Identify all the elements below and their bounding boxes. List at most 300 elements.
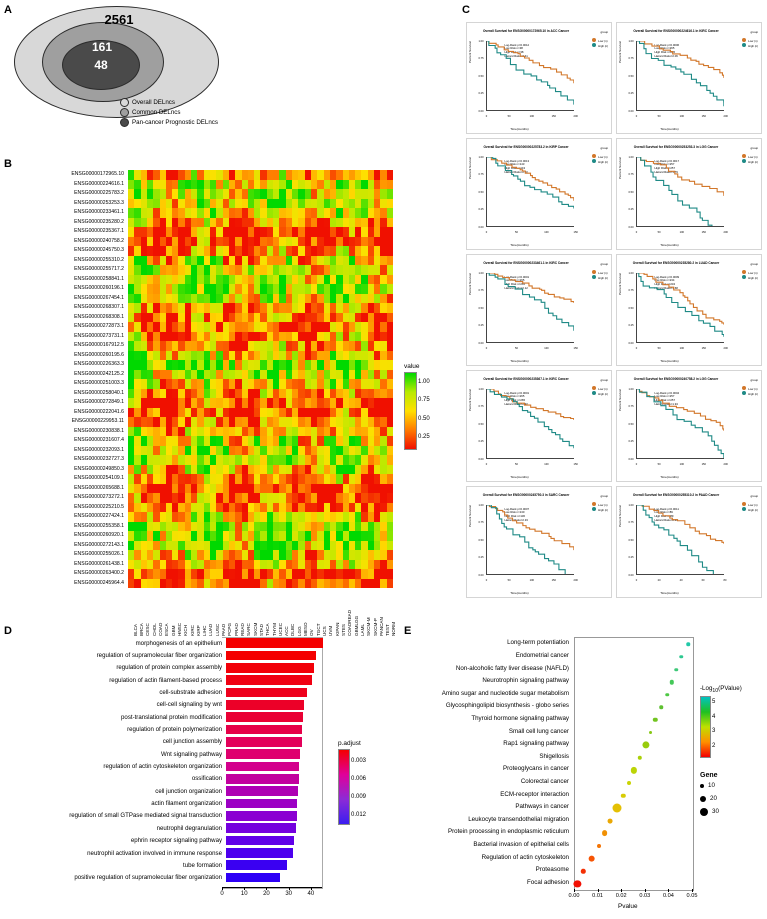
km-legend-item: Low (n)	[742, 270, 758, 275]
heatmap-column-label: COADREAD	[347, 609, 353, 636]
heatmap-column-label: GBMLGG	[353, 615, 359, 636]
km-stat-line: Hazard Ratio=2.33	[504, 517, 528, 522]
heatmap-column-label: LUAD	[208, 623, 214, 636]
colorbar-tick: 0.25	[418, 434, 430, 441]
heatmap-column-label: UCS	[322, 626, 328, 636]
heatmap-column-label: KIPAN	[334, 622, 340, 636]
km-y-tick: 0.75	[628, 405, 634, 409]
bar-track	[226, 748, 326, 760]
heatmap-row-label: ENSG00000167912.5	[74, 342, 124, 349]
km-y-tick: 0.00	[628, 109, 634, 113]
dotplot-y-label: Colorectal cancer	[520, 777, 569, 785]
dotplot-dot	[621, 793, 625, 797]
km-x-tick: 200	[723, 114, 728, 118]
km-stat-line: Low Risk n=265	[654, 46, 675, 51]
heatmap-cell	[387, 256, 393, 266]
heatmap-column-label: KICH	[183, 625, 189, 636]
km-y-tick: 0.75	[628, 173, 634, 177]
size-legend-item	[700, 805, 766, 818]
heatmap-cell	[387, 541, 393, 551]
km-y-tick: 1.00	[628, 387, 634, 391]
dotplot-dot	[659, 706, 663, 710]
km-x-axis-label: Time(months)	[660, 474, 679, 479]
bar	[226, 762, 299, 772]
km-x-tick: 50	[507, 114, 511, 118]
bar-label: cell junction organization	[155, 787, 222, 795]
km-legend	[742, 502, 758, 512]
km-legend-title: group	[750, 29, 759, 34]
axis-tick-label: 0.00	[568, 893, 580, 899]
bar	[226, 836, 294, 846]
heatmap-cell	[387, 360, 393, 370]
bar-label: Wnt signaling pathway	[161, 750, 222, 758]
colorbar-tick: 2	[712, 742, 716, 749]
bar	[226, 725, 302, 735]
bar-row	[0, 859, 330, 871]
heatmap-cell	[387, 379, 393, 389]
colorbar-tick: 1.00	[418, 379, 430, 385]
km-x-tick: 150	[573, 462, 578, 466]
heatmap-column-label: PRAD	[233, 623, 239, 636]
axis-tick-label: 40	[307, 891, 315, 897]
heatmap-column-label: ESCA	[164, 623, 170, 636]
km-legend	[592, 502, 608, 512]
venn-count-prognostic: 48	[94, 58, 108, 72]
heatmap-row-label: ENSG00000267454.1	[74, 294, 124, 301]
heatmap-row-label: ENSG00000260920.1	[74, 532, 124, 539]
bar	[226, 651, 316, 661]
bar	[226, 688, 307, 698]
heatmap-cell	[387, 303, 393, 313]
km-x-tick: 50	[657, 230, 661, 234]
heatmap-column-label: KIRC	[189, 625, 195, 636]
size-legend-title: Gene	[700, 772, 718, 780]
heatmap-row-label: ENSG00000224616.1	[74, 180, 124, 187]
bar-row	[0, 835, 330, 847]
km-y-tick: 1.00	[478, 155, 484, 159]
heatmap-row-label: ENSG00000255358.1	[74, 522, 124, 529]
km-x-tick: 80	[723, 578, 727, 582]
km-x-tick: 100	[529, 578, 534, 582]
heatmap-row-label: ENSG00000255026.1	[74, 551, 124, 558]
km-y-tick: 0.75	[478, 405, 484, 409]
km-legend-title: group	[750, 261, 759, 266]
km-y-axis-label: Percent Survival	[618, 40, 623, 63]
heatmap-column-label: UCEC	[277, 622, 283, 636]
heatmap-row-label: ENSG00000231607.4	[74, 437, 124, 444]
km-x-tick: 150	[701, 346, 706, 350]
heatmap-cell	[387, 351, 393, 361]
dotplot-y-label: Long-term potentiation	[507, 639, 569, 647]
km-legend	[742, 270, 758, 280]
km-y-tick: 0.75	[478, 57, 484, 61]
km-y-tick: 0.50	[478, 190, 484, 194]
heatmap-column-label: KIRP	[195, 625, 201, 636]
km-y-tick: 0.25	[628, 324, 634, 328]
km-y-tick: 0.00	[478, 341, 484, 345]
bar	[226, 786, 298, 796]
colorbar-tick: 5	[712, 699, 716, 705]
bar-row	[0, 748, 330, 760]
bar	[226, 811, 297, 821]
heatmap-cell	[387, 550, 393, 560]
bar-track	[226, 760, 326, 772]
km-x-axis-label: Time(months)	[660, 242, 679, 247]
km-plot-axes	[636, 41, 724, 111]
km-x-tick: 0	[635, 114, 638, 118]
km-stat-line: High Risk n=265	[504, 282, 526, 287]
bar-label: regulation of small GTPase mediated signal transduction	[69, 812, 222, 820]
heatmap-row-label: ENSG00000245964.4	[74, 579, 124, 586]
km-plot	[466, 254, 612, 366]
heatmap-cell	[387, 503, 393, 513]
heatmap-row-label: ENSG00000233461.1	[74, 209, 124, 216]
colorbar-gradient	[700, 696, 711, 758]
heatmap-column-label: LIHC	[202, 625, 208, 636]
axis-tick	[311, 887, 312, 890]
km-x-tick: 0	[635, 230, 638, 234]
bar-label: regulation of actin cytoskeleton organization	[103, 763, 222, 771]
km-x-axis-label: Time(months)	[660, 590, 679, 595]
x-axis-label: Pvalue	[618, 903, 638, 910]
km-x-tick: 150	[551, 578, 556, 582]
km-stat-line: High Risk n=265	[654, 50, 676, 55]
heatmap-cell	[387, 332, 393, 342]
heatmap-column-label: HNSC	[176, 622, 182, 636]
heatmap-row-label: ENSG00000254109.1	[74, 475, 124, 482]
heatmap-cell	[387, 493, 393, 503]
km-x-tick: 0	[635, 462, 638, 466]
bar-label: cell junction assembly	[162, 738, 222, 746]
km-legend	[742, 386, 758, 396]
heatmap-cell	[387, 408, 393, 418]
axis-tick-label: 20	[263, 891, 270, 897]
heatmap-cell	[387, 436, 393, 446]
heatmap-row-label: ENSG00000255717.2	[74, 266, 124, 273]
km-stat-line: Log-Rank p=0.0007	[504, 506, 530, 511]
colorbar-title: p.adjust	[338, 740, 361, 747]
km-y-tick: 0.50	[628, 538, 634, 542]
heatmap-cell	[387, 199, 393, 209]
km-plot-axes	[486, 273, 574, 343]
colorbar-tick: 0.50	[418, 415, 430, 422]
km-plot-title: Overall Survival for ENSG00000224616.1 in KIRC Cancer	[633, 28, 719, 33]
venn-count-overall: 2561	[104, 12, 134, 27]
heatmap-column-label: BRCA	[139, 623, 145, 636]
colorbar-tick: 4	[712, 713, 716, 720]
bar-track	[226, 662, 326, 674]
km-y-tick: 1.00	[628, 271, 634, 275]
km-legend-item: Low (n)	[592, 502, 608, 507]
dotplot-y-label: Regulation of actin cytoskeleton	[481, 853, 569, 861]
heatmap-cell	[387, 322, 393, 332]
heatmap-cell	[387, 170, 393, 180]
bar	[226, 675, 312, 685]
km-legend	[592, 38, 608, 48]
km-y-axis-label: Percent Survival	[468, 272, 473, 295]
heatmap-column-label: GBM	[170, 625, 176, 636]
bar-label: actin filament organization	[151, 800, 222, 808]
dotplot-dot	[687, 643, 691, 647]
size-legend-item	[700, 779, 766, 792]
axis-tick	[621, 889, 622, 892]
km-stat-line: Hazard Ratio=2.40	[504, 401, 528, 406]
bar-track	[226, 686, 326, 698]
km-y-tick: 0.00	[628, 573, 634, 577]
venn-legend	[120, 98, 218, 128]
panel-label-d: D	[4, 625, 12, 637]
size-legend-dot-icon	[700, 808, 708, 816]
bar-row	[0, 637, 330, 649]
km-legend-item: Low (n)	[592, 38, 608, 43]
dotplot-dot	[631, 767, 637, 773]
km-legend-title: group	[600, 145, 609, 150]
km-x-tick: 50	[507, 578, 511, 582]
km-curve	[637, 41, 724, 106]
bar-row	[0, 810, 330, 822]
km-legend-item: High (n)	[742, 43, 758, 48]
bar-track	[226, 723, 326, 735]
axis-tick	[244, 887, 245, 890]
venn-count-common: 161	[91, 40, 113, 54]
km-x-axis-label: Time(months)	[510, 474, 529, 479]
heatmap-column-label: LUSC	[214, 623, 220, 636]
km-curve	[637, 505, 724, 544]
panel-label-e: E	[404, 625, 412, 637]
km-legend-item: High (n)	[742, 275, 758, 280]
km-y-axis-label: Percent Survival	[468, 156, 473, 179]
heatmap-column-label: STES	[340, 624, 346, 636]
heatmap-row-label: ENSG00000265688.1	[74, 484, 124, 491]
km-legend-title: group	[750, 145, 759, 150]
km-plot-title: Overall Survival for ENSG00000235367.1 in KIRC Cancer	[483, 376, 569, 381]
dotplot-x-axis	[568, 889, 704, 915]
colorbar-gradient	[404, 372, 417, 450]
heatmap-row-label: ENSG00000230838.1	[74, 427, 124, 434]
km-plot-axes	[636, 389, 724, 459]
km-stat-line: Hazard Ratio=1.79	[654, 169, 678, 174]
km-x-tick: 100	[679, 462, 684, 466]
km-y-axis-label: Percent Survival	[618, 272, 623, 295]
km-stat-line: Hazard Ratio=2.26	[654, 517, 678, 522]
km-plot-grid	[466, 22, 762, 598]
dotplot-y-label: Endometrial cancer	[515, 651, 569, 659]
km-curve	[637, 389, 724, 431]
km-y-tick: 0.25	[628, 440, 634, 444]
km-stat-line: High Risk n=257	[654, 166, 676, 171]
km-stat-line: Hazard Ratio=2.50	[504, 169, 528, 174]
km-stat-line: Low Risk n=234	[654, 278, 675, 283]
km-x-tick: 200	[723, 462, 728, 466]
heatmap-row-label: ENSG00000272849.1	[74, 399, 124, 406]
km-stat-line: High Risk n=257	[654, 398, 676, 403]
legend-label: Overall DELncs	[132, 99, 175, 106]
dotplot-dot	[679, 655, 683, 659]
colorbar-tick: 0.009	[351, 794, 367, 800]
colorbar-gradient	[338, 749, 350, 825]
dotplot-y-label: Focal adhesion	[527, 878, 569, 886]
heatmap-column-label: BLCA	[132, 623, 138, 636]
km-curve	[637, 157, 724, 196]
dotplot-dot	[581, 869, 585, 873]
km-x-tick: 100	[679, 230, 684, 234]
barplot-rows	[0, 637, 330, 887]
heatmap-cell	[387, 341, 393, 351]
km-legend-item: High (n)	[592, 275, 608, 280]
km-plot-title: Overall Survival for ENSG00000233461.1 in KIRC Cancer	[483, 260, 569, 265]
panel-b-heatmap	[0, 158, 460, 636]
km-curve	[487, 273, 574, 303]
axis-tick-label: 30	[285, 891, 292, 897]
heatmap-cell	[387, 417, 393, 427]
km-y-tick: 0.50	[478, 422, 484, 426]
bar-label: tube formation	[183, 861, 222, 869]
km-x-tick: 150	[701, 230, 706, 234]
heatmap-row-label: ENSG00000258841.1	[74, 275, 124, 282]
heatmap-column-label: THCA	[265, 623, 271, 636]
km-y-tick: 0.50	[628, 190, 634, 194]
colorbar-tick: 0.003	[351, 758, 367, 764]
km-x-tick: 0	[635, 346, 638, 350]
km-stat-line: Low Risk n=38	[504, 46, 523, 51]
bar-label: neutrophil degranulation	[156, 824, 222, 832]
dotplot-y-label: Glycosphingolipid biosynthesis - globo series	[445, 702, 569, 710]
heatmap-column-label: LAML	[359, 623, 365, 636]
bar	[226, 860, 287, 870]
heatmap-column-label: PANCAN	[378, 617, 384, 636]
km-curve	[487, 389, 574, 448]
heatmap-row-label: ENSG00000258040.1	[74, 389, 124, 396]
bar-row	[0, 723, 330, 735]
heatmap-column-label: READ	[240, 623, 246, 636]
bar-row	[0, 711, 330, 723]
bar-row	[0, 773, 330, 785]
bar	[226, 799, 297, 809]
km-stat-line: High Risk n=89	[654, 514, 674, 519]
heatmap-plot	[128, 170, 393, 588]
bar-label: cell-substrate adhesion	[159, 689, 222, 697]
axis-tick-label: 0.02	[615, 893, 627, 899]
km-x-tick: 150	[573, 346, 578, 350]
heatmap-column-label: NORM	[391, 621, 397, 636]
bar	[226, 638, 323, 648]
km-stat-line: High Risk n=143	[504, 166, 526, 171]
heatmap-column-label: TEST	[385, 624, 391, 636]
km-y-tick: 1.00	[628, 39, 634, 43]
km-x-tick: 200	[723, 346, 728, 350]
km-stat-line: Low Risk n=265	[504, 278, 525, 283]
dotplot-y-label: Amino sugar and nucleotide sugar metabolism	[441, 689, 569, 697]
heatmap-column-label: SKCM	[252, 622, 258, 636]
km-curve	[487, 505, 574, 550]
dotplot-y-label: Small cell lung cancer	[508, 727, 569, 735]
km-y-tick: 0.50	[478, 538, 484, 542]
bar	[226, 774, 299, 784]
km-legend-item: High (n)	[742, 391, 758, 396]
bar	[226, 873, 280, 883]
km-y-tick: 1.00	[628, 503, 634, 507]
legend-item-prognostic	[120, 118, 218, 127]
km-stat-line: Log-Rank p=0.0012	[504, 42, 530, 47]
km-x-tick: 150	[701, 114, 706, 118]
heatmap-column-label: DLBC	[290, 623, 296, 636]
bar-track	[226, 699, 326, 711]
heatmap-cell	[387, 227, 393, 237]
km-plot	[616, 486, 762, 598]
km-plot	[466, 138, 612, 250]
km-stat-line: Log-Rank p=0.0013	[504, 158, 530, 163]
dotplot-dot	[638, 755, 642, 759]
heatmap-cell	[387, 389, 393, 399]
heatmap-cell	[387, 189, 393, 199]
km-plot-axes	[486, 389, 574, 459]
km-y-tick: 0.00	[478, 225, 484, 229]
bar-track	[226, 711, 326, 723]
km-x-axis-label: Time(months)	[510, 590, 529, 595]
km-y-tick: 0.50	[628, 306, 634, 310]
km-x-axis-label: Time(months)	[660, 358, 679, 363]
km-y-tick: 0.50	[478, 306, 484, 310]
legend-label: Common DELncs	[132, 109, 181, 116]
km-x-tick: 50	[657, 346, 661, 350]
colorbar-title: -Log$_{10}$(PValue)	[700, 685, 742, 695]
bar-label: ephrin receptor signaling pathway	[130, 837, 222, 845]
axis-tick	[289, 887, 290, 890]
dotplot-dot	[613, 804, 622, 813]
km-stat-line: Log-Rank p=0.0001	[504, 390, 530, 395]
dotplot-y-label: Leukocyte transendothelial migration	[468, 815, 569, 823]
bar-row	[0, 872, 330, 884]
colorbar-ticks	[351, 752, 366, 824]
heatmap-cell	[387, 180, 393, 190]
dotplot-dot	[675, 668, 679, 672]
km-legend-item: Low (n)	[592, 154, 608, 159]
dotplot-dot	[665, 693, 669, 697]
heatmap-column-label: SKCM-M	[366, 617, 372, 636]
km-legend-item: High (n)	[742, 159, 758, 164]
km-y-tick: 1.00	[478, 271, 484, 275]
panel-label-c: C	[462, 4, 470, 16]
km-stat-line: Hazard Ratio=2.06	[654, 53, 678, 58]
km-y-tick: 0.00	[628, 341, 634, 345]
km-legend-item: High (n)	[592, 507, 608, 512]
km-legend-item: Low (n)	[592, 386, 608, 391]
colorbar-ticks	[712, 695, 715, 753]
colorbar-title: value	[404, 363, 420, 370]
size-legend-label: 30	[712, 808, 719, 816]
km-x-tick: 50	[515, 346, 518, 350]
axis-tick-label: 0.04	[662, 893, 674, 899]
km-y-tick: 0.75	[628, 289, 634, 293]
size-legend-dot-icon	[700, 796, 706, 802]
km-x-tick: 0	[485, 462, 488, 466]
heatmap-row-label: ENSG00000235280.2	[74, 218, 124, 225]
km-stat-line: Hazard Ratio=2.12	[504, 285, 528, 290]
size-legend-label: 10	[708, 782, 715, 790]
dotplot-y-label: Pathways in cancer	[515, 803, 569, 811]
km-y-tick: 0.00	[478, 457, 484, 461]
km-x-tick: 100	[544, 230, 549, 234]
heatmap-row-label: ENSG00000263400.2	[74, 570, 124, 577]
heatmap-row-label: ENSG00000232727.3	[74, 456, 124, 463]
bar-label: morphogenesis of an epithelium	[135, 639, 222, 647]
bar-row	[0, 797, 330, 809]
dotplot-y-label: Non-alcoholic fatty liver disease (NAFLD)	[455, 664, 569, 672]
bar-row	[0, 760, 330, 772]
km-plot	[616, 138, 762, 250]
barplot-x-axis	[222, 887, 327, 909]
heatmap-row-label: ENSG00000268307.1	[74, 304, 124, 311]
